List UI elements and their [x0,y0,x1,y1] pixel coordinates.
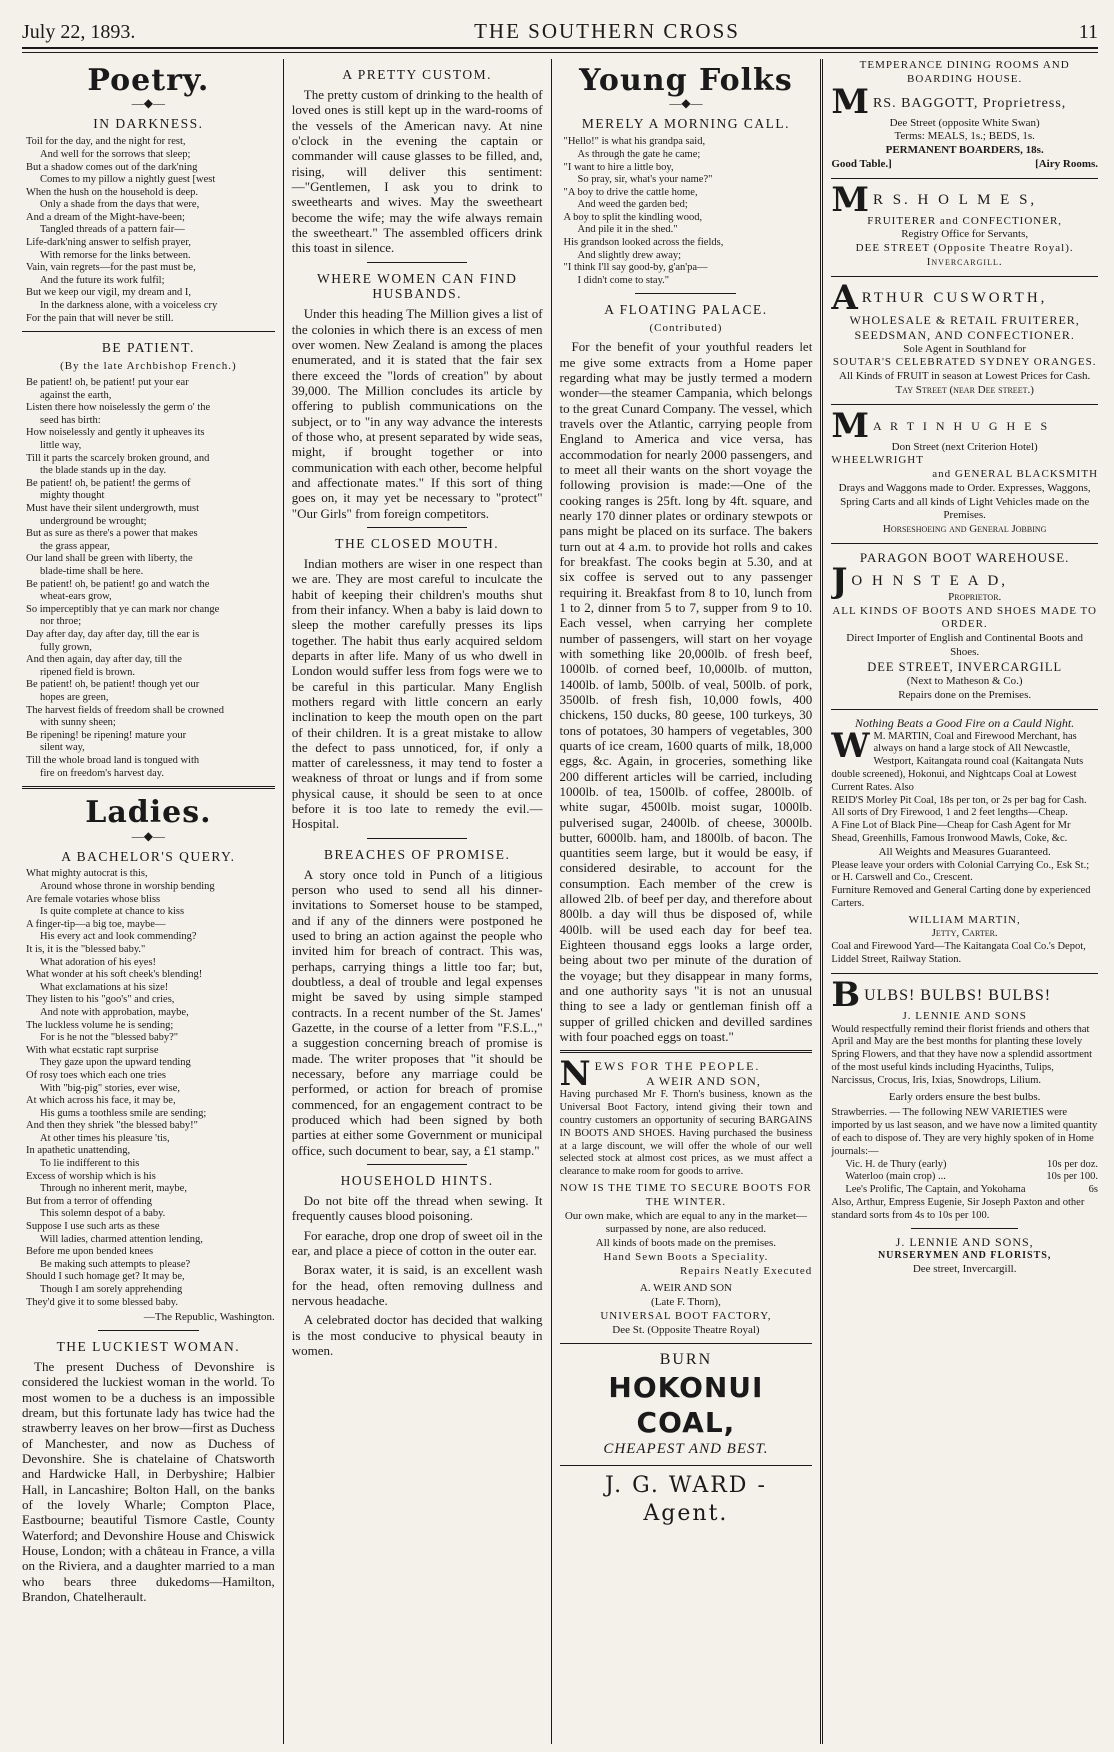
poem-line: Is quite complete at chance to kiss [40,906,185,918]
ad-lennie-body: Would respectfully remind their florist friends and others that April and May are the best months for planting these lovely Spring Flowers, and that they have now a splendid assortment of the most useful kinds including Hyacinths, Tulips, Narcissus, Crocus, Iris, Ixias, Snowdrops, Lilium. [831,1023,1093,1086]
poem-line: Around whose throne in worship bending [40,881,215,893]
hint-item: For earache, drop one drop of sweet oil in the ear, and place a piece of cotton in the outer ear. [291,1227,543,1258]
poem-line: Though I am sorely apprehending [40,1284,183,1296]
divider [831,178,1098,179]
poem-line: "A boy to drive the cattle home, [563,186,698,198]
poem-line: But as sure as there's a power that makes [26,528,198,540]
column-1 [22,59,283,1744]
poem-line: Only a shade from the days that were, [40,199,200,211]
poem-line: For the pain that will never be still. [26,312,174,324]
article-body-husbands: Under this heading The Million gives a list of the colonies in which there is an excess of men over women. New Zealand is among the places enumerated, and it is stated that the fair sex there exceed the "lords of creation" by about 39,000. The Million concludes its article by offering to publish communications on the subject, or to "in any way advance the interests of those who, at present separated by wide seas, might, if brought together or into communication with each other, become helpful and affectionate mates." If this sort of thing goes on, it may yet be necessary to "protect" "Our Girls" from foreign competitors. [291,306,543,521]
divider [98,1330,199,1331]
ad-cusworth-all: All Kinds of FRUIT in season at Lowest Prices for Cash. [839,370,1091,382]
poem-morning-call [560,136,813,287]
ad-weir-make: Our own make, which are equal to any in the market—surpassed by none, are also reduced. [564,1209,808,1236]
ad-coal-agent: J. G. WARD - Agent. [604,1473,767,1526]
poem-line: Of rosy toes which each one tries [26,1069,166,1081]
poem-line: It is, it is the "blessed baby." [26,943,146,955]
poem-line: Our land shall be green with liberty, the [26,553,193,565]
ad-martin-wm: WILLIAM MARTIN, [908,913,1021,926]
divider [367,527,467,528]
poem-line: And the future its work fulfil; [40,274,165,286]
ad-cusworth-agent: Sole Agent in Southland for [903,342,1027,355]
variety-name: Waterloo (main crop) ... [845,1171,946,1183]
poem-line: Through no inherent merit, maybe, [40,1183,187,1195]
poem-line: What exclamations at his size! [40,981,169,993]
poem-line: ripened field is brown. [40,666,136,678]
poem-line: For is he not the "blessed baby?" [40,1032,179,1044]
poem-line: "I think I'll say good-by, g'an'pa— [563,262,708,274]
poem-line: His every act and look commending? [40,931,197,943]
article-title-mouth: THE CLOSED MOUTH. [335,535,500,551]
divider [911,1228,1018,1229]
ad-weir-sig3: UNIVERSAL BOOT FACTORY, [600,1309,772,1322]
poem-line: And weed the garden bed; [577,199,688,211]
ad-lennie [831,980,1098,1277]
ad-baggott-top: TEMPERANCE DINING ROOMS AND BOARDING HOUSE. [859,59,1070,85]
poem-line: But we keep our vigil, my dream and I, [26,287,192,299]
poem-line: What mighty autocrat is this, [26,868,148,880]
ad-weir-sig1: A. WEIR AND SON [639,1282,732,1295]
ad-martin-reid: REID'S Morley Pit Coal, 18s per ton, or 2s per bag for Cash. [831,794,1087,806]
poem-line: fully grown, [40,641,92,653]
poem-line: Till the whole broad land is tongued with [26,754,200,766]
poem-line: And note with approbation, maybe, [40,1006,189,1018]
poem-line: His grandson looked across the fields, [563,237,724,249]
poem-line: But a shadow comes out of the dark'ning [26,161,198,173]
poem-line: Listen there how noiselessly the germ o' the [26,402,211,414]
ad-weir-repairs: Repairs Neatly Executed [679,1264,813,1277]
poem-title-be-patient: BE PATIENT. [101,340,195,356]
ad-holmes-addr: DEE STREET (Opposite Theatre Royal). [855,242,1074,254]
variety-name: Vic. H. de Thury (early) [845,1158,947,1170]
poem-line: And then they shriek "the blessed baby!" [26,1120,198,1132]
ad-coal-cheap: CHEAPEST AND BEST. [603,1441,769,1458]
variety-name: Lee's Prolific, The Captain, and Yokohama [845,1184,1026,1196]
divider [560,1050,813,1053]
ad-martin-tag: Nothing Beats a Good Fire on a Cauld Night. [855,715,1075,730]
ad-hughes [831,411,1098,537]
ad-baggott-name: RS. BAGGOTT, Proprietress, [872,95,1067,111]
poem-line: I didn't come to stay." [577,274,670,286]
ad-hughes-name: A R T I N H U G H E S [872,418,1051,433]
dropcap-j: J [831,566,848,601]
poem-line: Be patient! oh, be patient! though yet our [26,679,200,691]
poem-line: Vain, vain regrets—for the past must be, [26,262,196,274]
poem-line: And pile it in the shed." [577,224,678,236]
ad-coal-burn: BURN [659,1351,713,1369]
ad-stead-prop: Proprietor. [948,590,1002,603]
poem-line: seed has birth: [40,414,101,426]
poem-line: Be ripening! be ripening! mature your [26,729,187,741]
ad-weir-sig4: Dee St. (Opposite Theatre Royal) [612,1323,760,1336]
poem-line: They'd give it to some blessed baby. [26,1296,178,1308]
poem-line: A boy to split the kindling wood, [563,211,703,223]
ad-hughes-body: Drays and Waggons made to Order. Expresses, Waggons, Spring Carts and all kinds of Light Vehicles made on the Premises. [838,481,1091,522]
poem-line: blade-time shall be here. [40,566,144,578]
poem-line: Will ladies, charmed attention lending, [40,1233,203,1245]
article-title-luckiest: THE LUCKIEST WOMAN. [56,1339,241,1355]
poem-line: hopes are green, [40,691,109,703]
poem-line: Life-dark'ning answer to selfish prayer, [26,237,192,249]
dropcap-n: N [559,1059,591,1090]
variety-price: 10s per doz. [1046,1158,1099,1170]
column-3 [552,59,821,1744]
ad-martin-jetty: Jetty, Carter. [931,927,998,940]
poem-line: With what ecstatic rapt surprise [26,1044,159,1056]
poem-line: Till it parts the scarcely broken ground, and [26,452,210,464]
ad-cusworth-addr: Tay Street (near Dee street.) [895,383,1034,396]
ad-lennie-head: ULBS! BULBS! BULBS! [864,986,1052,1004]
poem-line: What adoration of his eyes! [40,956,157,968]
article-body-luckiest: The present Duchess of Devonshire is considered the luckiest woman in the world. To most women to be a duchess is an impossible dream, but this fortunate lady has twice had the strawberry leaves on her brow—first as Duchess of Manchester, and now as Duchess of Devonshire. She is chatelaine of Chatsworth and Hardwicke Hall, in Derbyshire; Halbier Hall, in Lancashire; Bolton Hall, on the banks of the lovely Wharle; Compton Place, Eastbourne; beautiful Tismore Castle, County Waterford; and Devonshire House and Chiswick House, London; with a château in France, a villa on the Riviera, and a daughter married to a man who bears three dukedoms—Hamilton, Brandon, Chatelherault. [22,1359,275,1605]
ad-hughes-w2: and GENERAL BLACKSMITH [932,468,1099,480]
poem-line: How noiselessly and gently it upheaves its [26,427,205,439]
divider [22,331,275,332]
poem-in-darkness [22,136,275,325]
ad-holmes-name: R S. H O L M E S, [872,191,1038,208]
ad-martin [831,716,1098,967]
paper-title: THE SOUTHERN CROSS [474,19,740,43]
poem-line: silent way, [40,742,85,754]
poem-line: fire on freedom's harvest day. [40,767,164,779]
ad-baggott-addr: Dee Street (opposite White Swan) [889,116,1040,129]
ad-baggott-terms: Terms: MEALS, 1s.; BEDS, 1s. [894,130,1035,143]
issue-date: July 22, 1893. [22,21,136,43]
ad-weir-name: A WEIR AND SON, [646,1074,761,1089]
ad-weir-now: NOW IS THE TIME TO SECURE BOOTS FOR THE WINTER. [559,1182,812,1208]
ad-hughes-w1: WHEELWRIGHT [831,454,924,467]
poem-line: At which across his face, it may be, [26,1095,176,1107]
dropcap-m: M [831,86,869,117]
ad-cusworth-soutar: SOUTAR'S CELEBRATED SYDNEY ORANGES. [832,356,1097,369]
ad-coal-name: HOKONUI COAL, [608,1371,764,1440]
poem-line: Excess of worship which is his [26,1170,156,1182]
ad-martin-wood: All sorts of Dry Firewood, 1 and 2 feet lengths—Cheap. [831,807,1068,819]
article-body-custom: The pretty custom of drinking to the health of loved ones is still kept up in the ward-rooms of the vessels of the American navy. At nine o'clock in the evening the captain or commander will cause glasses to be filled, and, rising, will deliver this sentiment:—"Gentlemen, I ask you to drink to sweethearts and wives. May the sweetheart become the wife; may the wife always remain the sweetheart." The assembled officers drink this toast in silence. [291,86,543,256]
article-title-husbands: WHERE WOMEN CAN FIND HUSBANDS. [316,270,518,302]
poem-line: "I want to hire a little boy, [563,161,674,173]
page-number: 11 [1078,21,1098,43]
poem-line: Are female votaries whose bliss [26,893,161,905]
divider [560,1343,813,1344]
poem-line: In apathetic unattending, [26,1145,131,1157]
article-body-breaches: A story once told in Punch of a litigious person who used to send all his dinner-invitations to Somerset house to be stamped, and if any of the dinners were postponed he used to bring an action against the people who invited him for breach of contract. This was, perhaps, carrying things a little too far; but, doubtless, a deal of trouble and legal expenses might be saved by using simple stamped contracts. In a recent number of the St. James' Gazette, in the course of a letter from "F.S.L.," a suggestion concerning breach of promise is made. The writer proposes that "it should be necessary, before any marriage could be performed, or action for breach of promise commenced, for an engagement contract to be produced which had been signed by both parties at either some Government or municipal office, such document to bear, say, a £1 stamp." [291,866,543,1158]
poem-line: With remorse for the links between. [40,249,191,261]
ad-stead-rep: Repairs done on the Premises. [898,688,1032,701]
poem-line: When the hush on the household is deep. [26,186,199,198]
poem-line: The luckless volume he is sending; [26,1019,174,1031]
poetry-heading: Poetry. [87,63,210,98]
poem-bachelor [22,868,275,1309]
poem-line: To lie indifferent to this [40,1158,140,1170]
poem-byline: (By the late Archbishop French.) [60,360,237,373]
poem-line: mighty thought [40,490,105,502]
ad-stead-name: O H N S T E A D, [851,573,1009,589]
poem-line: And then again, day after day, till the [26,654,182,666]
ad-stead-addr: DEE STREET, INVERCARGILL [867,659,1063,674]
divider [831,404,1098,405]
ad-weir-hand: Hand Sewn Boots a Speciality. [603,1250,769,1263]
poem-line: This solemn despot of a baby. [40,1208,166,1220]
hint-item: Do not bite off the thread when sewing. It frequently causes blood poisoning. [291,1192,543,1224]
dropcap-a: A [831,282,858,313]
poem-credit: —The Republic, Washington. [143,1311,275,1324]
ad-martin-body: M. MARTIN, Coal and Firewood Merchant, has always on hand a large stock of All Newcastle, Westport, Kaitangata round coal (Kaitangata Nuts double screened), Hokonui, and Nightcaps Coal at Lowest Current Rates. Also [831,730,1084,793]
poem-line: underground be wrought; [40,515,147,527]
young-folks-heading: Young Folks [579,63,793,98]
divider [831,543,1098,544]
ad-hughes-horse: Horseshoeing and General Jobbing [882,523,1047,535]
ad-coal [560,1350,813,1527]
ad-stead-head: PARAGON BOOT WAREHOUSE. [859,549,1070,565]
ad-weir-head: EWS FOR THE PEOPLE. [594,1059,761,1074]
poem-line: Before me upon bended knees [26,1246,154,1258]
poem-line: They listen to his "goo's" and cries, [26,994,175,1006]
ad-lennie-early: Early orders ensure the best bulbs. [888,1090,1041,1103]
divider [367,262,467,263]
divider [635,293,736,294]
article-title-custom: A PRETTY CUSTOM. [342,67,492,82]
ad-lennie-sig1: J. LENNIE AND SONS, [895,1235,1034,1250]
article-body-mouth: Indian mothers are wiser in one respect than we are. They are most careful to inculcate the habit of keeping their children's mouths shut from their infancy. When a baby is laid down to sleep the mother carefully presses its lips together. The habit thus early acquired seldom departs in after life. Many of us who dwell in London would suffer less from fogs were we to be careful in this particular. Many English mothers regard with little concern an early inclination to keep the mouth open on the part of their children. It is a great mistake to allow the defect to pass unnoticed, for, if only a matter of carelessness, it may tend to foster a weakness of throat or lungs and if from some physical cause, it should be seen to at once before it is too late to remedy the evil.—Hospital. [291,555,543,832]
ad-lennie-straw: Strawberries. — The following NEW VARIETIES were imported by us last season, and we have now a limited quantity of each to dispose of. They are very highly spoken of in Home journals:— [831,1107,1098,1157]
poem-line: Be patient! oh, be patient! put your ear [26,377,189,389]
ad-martin-weights: All Weights and Measures Guaranteed. [878,845,1051,858]
poem-line: against the earth, [40,389,112,401]
poem-be-patient [22,377,275,780]
ad-martin-pine: A Fine Lot of Black Pine—Cheap for Cash Agent for Mr Shead, Greenhills, Famous Ironwood Mawls, Coke, &c. [831,820,1071,844]
masthead-rule [22,47,1098,53]
ad-lennie-also: Also, Arthur, Empress Eugenie, Sir Joseph Paxton and other standard sorts from 4s to 10s per 100. [831,1196,1085,1221]
ad-stead-next: (Next to Matheson & Co.) [906,675,1023,688]
poem-line: And slightly drew away; [577,249,682,261]
divider [22,786,275,789]
poem-line: Be patient! oh, be patient! go and watch the [26,578,210,590]
poem-line: Should I such homage get? It may be, [26,1271,185,1283]
ad-baggott [831,59,1098,172]
ad-lennie-sig3: Dee street, Invercargill. [912,1262,1017,1275]
ad-martin-furn: Furniture Removed and General Carting done by experienced Carters. [831,885,1091,909]
poem-title-bachelor: A BACHELOR'S QUERY. [61,848,236,864]
ad-cusworth [831,283,1098,398]
poem-line: Be patient! oh, be patient! the germs of [26,477,191,489]
ad-holmes-town: Invercargill. [926,255,1003,268]
poem-title-morning-call: MERELY A MORNING CALL. [581,116,790,132]
ad-baggott-good: Good Table.] [831,157,892,170]
ad-weir-sig2: (Late F. Thorn), [651,1296,721,1308]
poem-line: And well for the sorrows that sleep; [40,148,191,160]
poem-line: Be making such attempts to please? [40,1258,191,1270]
poem-line: nor throe; [40,616,82,628]
ad-martin-yard: Coal and Firewood Yard—The Kaitangata Coal Co.'s Depot, Liddel Street, Railway Station. [831,941,1086,966]
poem-line: the blade stands up in the day. [40,465,167,477]
variety-price: 10s per 100. [1046,1171,1099,1183]
dropcap-w: W [831,730,870,766]
poem-line: the grass appear, [40,540,110,552]
poem-line: A finger-tip—a big toe, maybe— [26,918,166,930]
ornament-icon: —◆— [669,96,703,111]
poem-line: The harvest fields of freedom shall be crowned [26,704,224,716]
poem-title-in-darkness: IN DARKNESS. [93,116,204,132]
masthead [22,10,1098,44]
ad-baggott-perm: PERMANENT BOARDERS, 18s. [885,144,1044,156]
poem-line: wheat-ears grow, [40,591,112,603]
divider [367,1164,467,1165]
ad-hughes-addr: Don Street (next Criterion Hotel) [891,440,1038,453]
ad-stead-imp: Direct Importer of English and Continental Boots and Shoes. [846,632,1084,658]
divider [560,1465,813,1466]
ad-cusworth-trade: WHOLESALE & RETAIL FRUITERER, SEEDSMAN, AND CONFECTIONER. [849,312,1080,342]
column-4 [823,59,1098,1744]
ladies-heading: Ladies. [85,795,212,831]
ad-baggott-airy: [Airy Rooms. [1035,157,1099,170]
ad-stead [831,550,1098,703]
article-title-breaches: BREACHES OF PROMISE. [323,846,511,862]
ad-weir [560,1059,813,1337]
poem-line: So pray, sir, what's your name?" [577,174,713,186]
poem-line: In the darkness alone, with a voiceless cry [40,300,218,312]
columns [22,59,1098,1744]
article-title-palace: A FLOATING PALACE. [604,302,768,318]
column-2 [284,59,551,1744]
divider [831,709,1098,710]
hint-item: Borax water, it is said, is an excellent wash for the head, often removing dullness and nervous headache. [291,1262,543,1308]
ad-lennie-name: J. LENNIE AND SONS [902,1009,1027,1022]
poem-line: His gums a toothless smile are sending; [40,1107,207,1119]
poem-line: But from a terror of offending [26,1195,153,1207]
dropcap-m: M [831,184,869,215]
poem-line: Must have their silent undergrowth, must [26,503,200,515]
ad-lennie-sig2: NURSERYMEN AND FLORISTS, [877,1250,1052,1262]
poem-line: As through the gate he came; [577,148,701,160]
poem-line: Toil for the day, and the night for rest, [26,136,186,148]
ornament-icon: —◆— [131,96,165,111]
dropcap-b: B [831,979,861,1010]
article-body-palace: For the benefit of your youthful readers let me give some extracts from a Home paper regarding what may be justly termed a modern wonder—the steamer Campania, which belongs to the great Cunard Company. The vessel, which travels over the Atlantic, carrying people from England to America and vice versa, has accommodation for nearly 2000 passengers, and to meet all their wants on the short voyage the following provision is made:—One of the cooking ranges is 25ft. long by 4ft. square, and nearly 170 dinner plates or ordinary stewpots or pans might be placed on its surface. The bakers turn out at 4 a.m. to provide hot rolls and cakes for breakfast. The cooks begin at 5.30, and at six coffee is served out to any passenger requiring it. Breakfast from 8 to 10, lunch from 1 to 2, dinner from 5 to 7, supper from 9 to 10. Each vessel, when carrying her complete number of passengers, will start on her voyage with something like 20,000lb. of fresh beef, 1000lb. of corned beef, 10,000lb. of mutton, 1400lb. of lamb, 500lb. of veal, 500lb. of pork, 3500lb. of fresh fish, 10,000 fowls, 400 chickens, 150 ducks, 80 geese, 100 turkeys, 30 tons of potatoes, 30 hampers of vegetables, 300 quarts of ice cream, 1600 quarts of milk, 18,000 eggs, &c. Again, in groceries, something like 200 different articles will be carried, including 1000lb. of tea, 1500lb. of coffee, 2800lb. of white sugar, 4500lb. moist sugar, 1000lb. pulverised sugar, 2400lb. of cheese, 3000lb. butter, 6000lb. ham, and 1800lb. of bacon. The quantities seem large, but it would be easy, if considered desirable, to account for the consumption. Each member of the crew is allowed 2lb. of beef per day, and therefore about 800lb. a day will thus be disposed of, while 400lb. will be used each day for beef tea. Eighteen thousand eggs looks a large order, being about two per minute of the duration of the voyage; but they disappear in many forms, and one authority says "it is not an unusual thing to see a lady or gentleman finish off a supper of grilled chicken and devilled sardines with four poached eggs on toast." [559,339,813,1045]
poem-line: "Hello!" is what his grandpa said, [563,136,706,148]
divider [367,838,467,839]
ornament-icon: —◆— [131,828,165,843]
ad-cusworth-name: RTHUR CUSWORTH, [861,289,1048,306]
poem-line: little way, [40,440,82,452]
poem-line: with sunny sheen; [40,717,116,729]
poem-line: With "big-pig" stories, ever wise, [40,1082,180,1094]
ad-weir-body: Having purchased Mr F. Thorn's business, known as the Universal Boot Factory, intend giving their town and country customers an opportunity of securing BARGAINS IN BOOTS AND SHOES. Having purchased the business at a large discount, we will offer the whole of our well selected stock at almost cost prices, as we must affect a clearance to make room for goods to arrive. [559,1089,813,1178]
ad-weir-all: All kinds of boots made on the premises. [595,1237,777,1249]
article-title-hints: HOUSEHOLD HINTS. [340,1172,494,1188]
ad-martin-leave: Please leave your orders with Colonial Carrying Co., Esk St.; or H. Carswell and Co., Crescent. [831,859,1090,884]
divider [831,276,1098,277]
ad-holmes [831,185,1098,270]
poem-line: Suppose I use such arts as these [26,1221,160,1233]
dropcap-m: M [831,410,869,441]
poem-line: At other times his pleasure 'tis, [40,1132,170,1144]
ad-holmes-trade: FRUITERER and CONFECTIONER, [867,214,1063,227]
poem-line: Comes to my pillow a nightly guest [west [40,174,216,186]
article-sub-palace: (Contributed) [649,322,723,335]
poem-line: And a dream of the Might-have-been; [26,211,185,223]
ad-holmes-reg: Registry Office for Servants, [901,228,1029,241]
divider [831,973,1098,974]
hint-item: A celebrated doctor has decided that walking is the most conducive to physical beauty in women. [291,1312,543,1358]
ad-stead-kinds: ALL KINDS OF BOOTS AND SHOES MADE TO ORDER. [832,604,1097,631]
poem-line: Day after day, day after day, till the ear is [26,628,200,640]
poem-line: Tangled threads of a pattern fair— [40,224,185,236]
poem-line: So imperceptibly that ye can mark nor change [26,603,220,615]
variety-price: 6s [1088,1184,1099,1196]
poem-line: They gaze upon the upward tending [40,1057,191,1069]
poem-line: What wonder at his soft cheek's blending! [26,969,203,981]
